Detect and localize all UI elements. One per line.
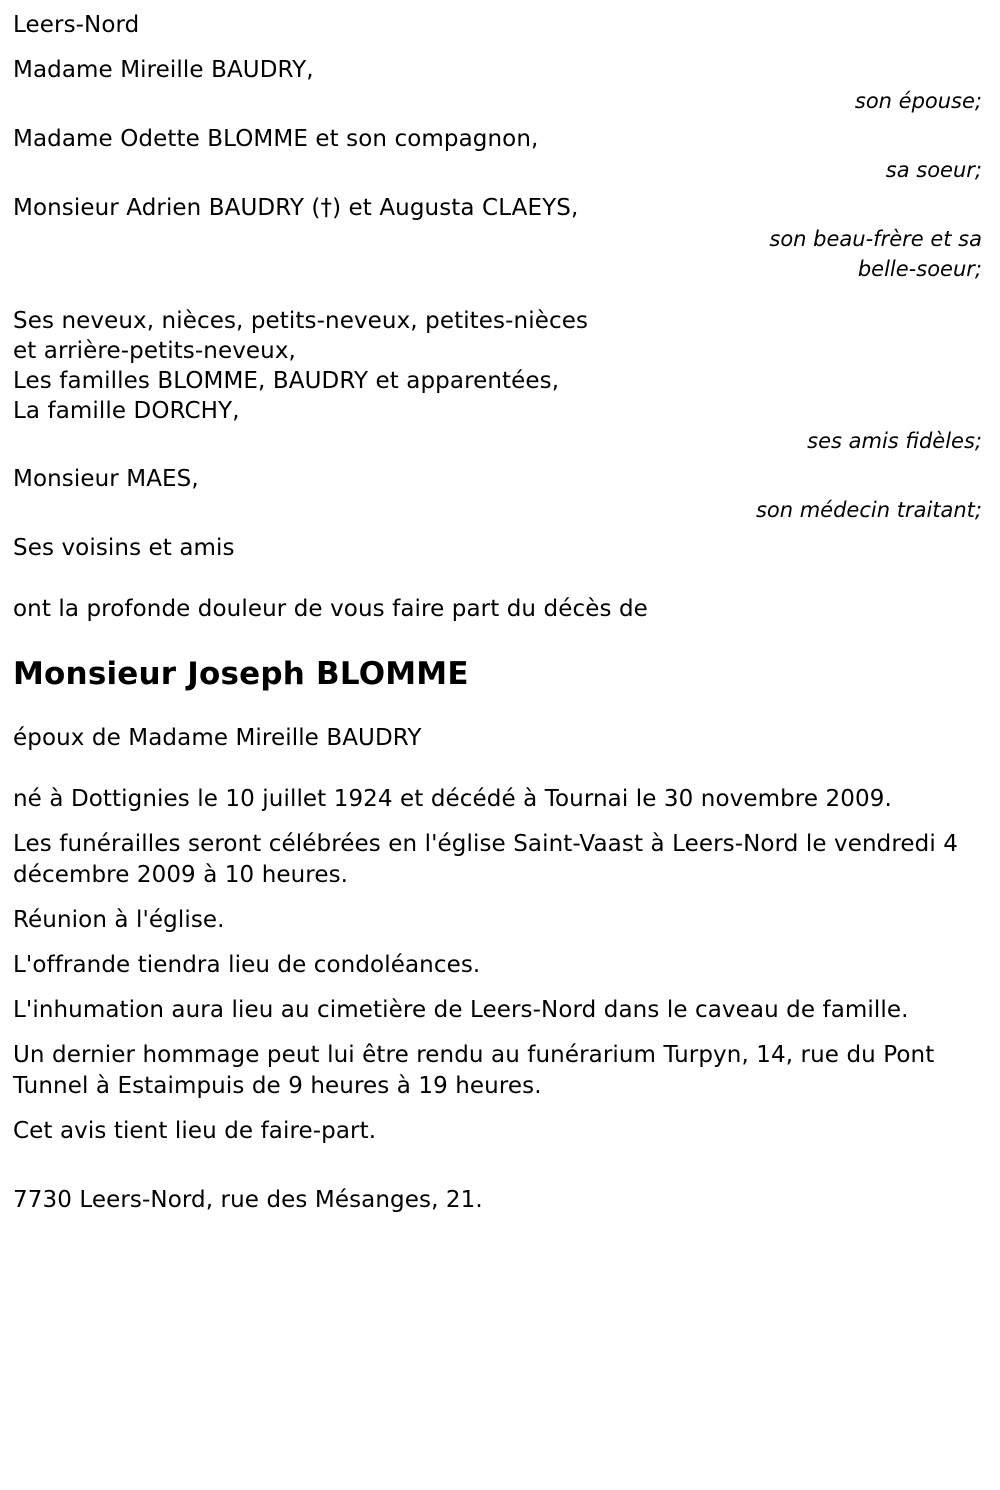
spacer — [13, 815, 990, 829]
spacer — [13, 456, 990, 464]
announcement-lead: ont la profonde douleur de vous faire part du décès de — [13, 596, 648, 622]
spacer — [13, 185, 990, 193]
relatives-line: Ses neveux, nièces, petits-neveux, petites-nièces — [13, 308, 589, 334]
address-line: 7730 Leers-Nord, rue des Mésanges, 21. — [13, 1187, 483, 1213]
offering-details: L'offrande tiendra lieu de condoléances. — [13, 952, 481, 978]
doctor-entry — [13, 464, 990, 525]
relatives-group — [13, 306, 990, 456]
spacer — [13, 564, 990, 594]
spacer — [13, 891, 990, 905]
locality-header: Leers-Nord — [13, 12, 140, 38]
notice-note: Cet avis tient lieu de faire-part. — [13, 1118, 377, 1144]
spacer — [13, 936, 990, 950]
relatives-line: Les familles BLOMME, BAUDRY et apparentées, — [13, 368, 560, 394]
spacer — [13, 625, 990, 655]
spacer — [13, 1147, 990, 1185]
funeral-details: Les funérailles seront célébrées en l'église Saint-Vaast à Leers-Nord le vendredi 4 décembre 2009 à 10 heures. — [13, 831, 958, 888]
family-member-name: Madame Odette BLOMME et son compagnon, — [13, 126, 539, 152]
relatives-qualifier: ses amis fidèles; — [807, 429, 982, 453]
visitation-details: Un dernier hommage peut lui être rendu au funérarium Turpyn, 14, rue du Pont Tunnel à Estaimpuis de 9 heures à 19 heures. — [13, 1042, 935, 1099]
spacer — [13, 754, 990, 784]
spacer — [13, 981, 990, 995]
family-member-name: Madame Mireille BAUDRY, — [13, 57, 314, 83]
spacer — [13, 284, 990, 306]
spacer — [13, 693, 990, 723]
relatives-line: La famille DORCHY, — [13, 398, 240, 424]
spacer — [13, 116, 990, 124]
spacer — [13, 1026, 990, 1040]
doctor-qualifier: son médecin traitant; — [755, 498, 982, 522]
relatives-line: et arrière-petits-neveux, — [13, 338, 296, 364]
family-entry — [13, 124, 990, 185]
family-member-qualifier: son beau-frère et sa belle-soeur; — [769, 227, 982, 281]
family-member-qualifier: sa soeur; — [885, 158, 982, 182]
spacer — [13, 1102, 990, 1116]
neighbours-line: Ses voisins et amis — [13, 535, 235, 561]
spouse-of-line: époux de Madame Mireille BAUDRY — [13, 725, 422, 751]
gathering-details: Réunion à l'église. — [13, 907, 225, 933]
family-entry — [13, 55, 990, 116]
family-entry — [13, 193, 990, 284]
spacer — [13, 41, 990, 55]
family-member-name: Monsieur Adrien BAUDRY (†) et Augusta CLAEYS, — [13, 195, 579, 221]
family-member-qualifier: son épouse; — [854, 89, 982, 113]
birth-death-line: né à Dottignies le 10 juillet 1924 et décédé à Tournai le 30 novembre 2009. — [13, 786, 892, 812]
doctor-name: Monsieur MAES, — [13, 466, 199, 492]
spacer — [13, 525, 990, 533]
deceased-name: Monsieur Joseph BLOMME — [13, 656, 469, 692]
burial-details: L'inhumation aura lieu au cimetière de Leers-Nord dans le caveau de famille. — [13, 997, 909, 1023]
